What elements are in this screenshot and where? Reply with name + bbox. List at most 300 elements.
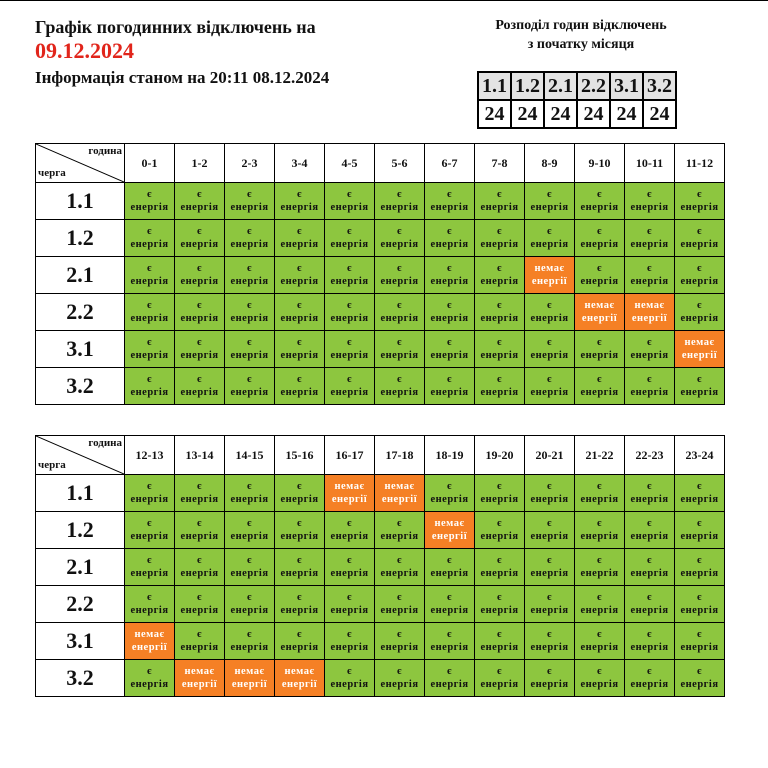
power-cell <box>375 549 425 586</box>
power-cell <box>425 549 475 586</box>
status-line2: енергія <box>180 387 219 398</box>
status-line2: енергія <box>430 387 469 398</box>
status-line2: енергія <box>480 531 519 542</box>
status-line2: енергія <box>330 387 369 398</box>
power-cell <box>425 475 475 512</box>
status-line1: є <box>246 481 253 492</box>
status-line2: енергія <box>130 387 169 398</box>
power-cell <box>675 257 725 294</box>
status-line1: є <box>496 263 503 274</box>
status-line2: енергія <box>430 202 469 213</box>
status-line2: енергія <box>680 239 719 250</box>
status-line2: енергія <box>630 239 669 250</box>
status-line1: є <box>346 555 353 566</box>
status-line2: енергія <box>130 568 169 579</box>
status-line1: є <box>546 481 553 492</box>
hour-header: 15-16 <box>275 436 325 475</box>
schedule-date: 09.12.2024 <box>35 38 134 63</box>
status-line2: енергія <box>480 239 519 250</box>
status-line2: енергія <box>530 350 569 361</box>
status-line1: є <box>646 189 653 200</box>
hour-header: 8-9 <box>525 144 575 183</box>
status-line1: є <box>546 300 553 311</box>
outage-cell <box>425 512 475 549</box>
status-line1: немає <box>434 518 465 529</box>
status-line1: є <box>446 374 453 385</box>
status-line1: є <box>446 300 453 311</box>
status-line1: є <box>296 300 303 311</box>
status-line2: енергія <box>480 350 519 361</box>
distribution-title-line1: Розподіл годин відключень <box>495 18 667 33</box>
status-line2: енергія <box>280 605 319 616</box>
power-cell <box>225 475 275 512</box>
status-line1: є <box>396 592 403 603</box>
power-cell <box>175 512 225 549</box>
status-line2: енергія <box>280 494 319 505</box>
status-line1: є <box>646 337 653 348</box>
power-cell <box>675 475 725 512</box>
outage-cell <box>175 660 225 697</box>
power-cell <box>525 368 575 405</box>
power-cell <box>275 586 325 623</box>
status-line2: енергія <box>680 494 719 505</box>
outage-cell <box>375 475 425 512</box>
status-line1: є <box>196 555 203 566</box>
status-line2: енергія <box>230 605 269 616</box>
status-line2: енергія <box>530 239 569 250</box>
status-line2: енергія <box>530 679 569 690</box>
status-line1: є <box>696 263 703 274</box>
status-line2: енергія <box>430 313 469 324</box>
status-line1: є <box>396 374 403 385</box>
queue-row <box>36 368 725 405</box>
power-cell <box>525 512 575 549</box>
power-cell <box>425 368 475 405</box>
status-line2: енергія <box>680 605 719 616</box>
hour-header: 19-20 <box>475 436 525 475</box>
status-line2: енергія <box>130 494 169 505</box>
header-row <box>36 144 725 183</box>
status-line2: енергія <box>680 276 719 287</box>
distribution-hours-row <box>478 100 676 128</box>
status-line2: енергія <box>280 568 319 579</box>
power-cell <box>325 368 375 405</box>
outage-cell <box>675 331 725 368</box>
status-line2: енергія <box>330 531 369 542</box>
status-line2: енергія <box>580 679 619 690</box>
distribution-queue: 1.1 <box>478 72 511 100</box>
status-line1: немає <box>234 666 265 677</box>
power-cell <box>625 220 675 257</box>
status-line2: енергія <box>280 202 319 213</box>
status-line2: енергія <box>580 239 619 250</box>
status-line1: є <box>496 555 503 566</box>
status-line2: енергія <box>280 642 319 653</box>
power-cell <box>125 660 175 697</box>
status-line1: є <box>696 666 703 677</box>
header-row <box>36 436 725 475</box>
power-cell <box>475 294 525 331</box>
status-line2: енергія <box>280 239 319 250</box>
queue-row <box>36 549 725 586</box>
status-line2: енергія <box>230 494 269 505</box>
status-line1: є <box>396 300 403 311</box>
queue-label: 1.1 <box>36 183 125 220</box>
corner-cell <box>36 436 125 475</box>
status-line2: енергія <box>130 531 169 542</box>
power-cell <box>575 623 625 660</box>
power-cell <box>125 220 175 257</box>
power-cell <box>225 331 275 368</box>
status-line1: є <box>246 592 253 603</box>
power-cell <box>675 368 725 405</box>
status-line1: є <box>296 481 303 492</box>
power-cell <box>575 660 625 697</box>
power-cell <box>125 331 175 368</box>
power-cell <box>375 623 425 660</box>
hour-header: 0-1 <box>125 144 175 183</box>
power-cell <box>225 294 275 331</box>
status-line2: енергія <box>480 313 519 324</box>
hour-header: 9-10 <box>575 144 625 183</box>
power-cell <box>525 549 575 586</box>
status-line1: є <box>496 374 503 385</box>
power-cell <box>575 331 625 368</box>
status-line1: є <box>146 374 153 385</box>
queue-row <box>36 475 725 512</box>
status-line1: є <box>546 666 553 677</box>
power-cell <box>175 183 225 220</box>
status-line2: енергія <box>430 679 469 690</box>
status-line2: енергія <box>380 276 419 287</box>
status-line1: є <box>446 666 453 677</box>
status-line2: енергія <box>380 642 419 653</box>
status-line2: енергія <box>480 387 519 398</box>
status-line1: є <box>146 263 153 274</box>
status-line2: енергія <box>230 642 269 653</box>
power-cell <box>375 294 425 331</box>
power-cell <box>625 623 675 660</box>
power-cell <box>225 623 275 660</box>
status-line2: енергія <box>380 568 419 579</box>
power-cell <box>375 331 425 368</box>
status-line2: енергія <box>580 387 619 398</box>
power-cell <box>525 294 575 331</box>
status-line2: енергія <box>430 605 469 616</box>
hour-header: 18-19 <box>425 436 475 475</box>
status-line2: енергія <box>480 276 519 287</box>
status-line1: є <box>246 337 253 348</box>
status-line2: енергія <box>630 679 669 690</box>
power-cell <box>175 623 225 660</box>
power-cell <box>275 549 325 586</box>
outage-cell <box>575 294 625 331</box>
power-cell <box>625 331 675 368</box>
power-cell <box>275 475 325 512</box>
status-line1: немає <box>184 666 215 677</box>
power-cell <box>625 257 675 294</box>
power-cell <box>325 623 375 660</box>
distribution-queue-row <box>478 72 676 100</box>
status-line1: є <box>396 555 403 566</box>
status-line2: енергія <box>630 202 669 213</box>
status-line1: є <box>646 629 653 640</box>
status-line1: є <box>646 555 653 566</box>
queue-label: 1.1 <box>36 475 125 512</box>
status-line1: є <box>446 263 453 274</box>
status-line1: є <box>496 300 503 311</box>
power-cell <box>325 586 375 623</box>
status-line2: енергія <box>580 531 619 542</box>
hour-header: 5-6 <box>375 144 425 183</box>
status-line1: є <box>396 226 403 237</box>
status-line1: є <box>296 555 303 566</box>
outage-cell <box>325 475 375 512</box>
status-line1: є <box>346 189 353 200</box>
power-cell <box>225 183 275 220</box>
distribution-title-line2: з початку місяця <box>527 37 635 52</box>
status-line2: енергія <box>680 531 719 542</box>
page-title: Графік погодинних відключень на <box>35 17 316 37</box>
status-line2: енергія <box>130 276 169 287</box>
status-line1: є <box>196 629 203 640</box>
status-line1: є <box>696 629 703 640</box>
schedule-table-evening <box>35 435 725 697</box>
hour-header: 16-17 <box>325 436 375 475</box>
status-line2: енергія <box>180 239 219 250</box>
status-line1: є <box>246 629 253 640</box>
title-block <box>35 16 329 89</box>
power-cell <box>425 623 475 660</box>
status-line2: енергія <box>280 531 319 542</box>
status-line2: енергія <box>230 531 269 542</box>
status-line1: є <box>596 263 603 274</box>
queue-row <box>36 183 725 220</box>
status-line1: є <box>196 189 203 200</box>
outage-cell <box>525 257 575 294</box>
status-line2: енергія <box>530 494 569 505</box>
status-line2: енергія <box>130 605 169 616</box>
status-line2: енергія <box>580 568 619 579</box>
distribution-queue: 2.1 <box>544 72 577 100</box>
status-line1: є <box>596 374 603 385</box>
power-cell <box>175 368 225 405</box>
status-line2: енергії <box>231 679 268 690</box>
queue-row <box>36 660 725 697</box>
status-line2: енергії <box>531 276 568 287</box>
status-line2: енергія <box>180 202 219 213</box>
status-line2: енергія <box>180 276 219 287</box>
power-cell <box>475 549 525 586</box>
status-line2: енергії <box>581 313 618 324</box>
power-cell <box>225 257 275 294</box>
distribution-hours: 24 <box>544 100 577 128</box>
status-line1: є <box>346 518 353 529</box>
status-line2: енергії <box>331 494 368 505</box>
status-line1: є <box>346 300 353 311</box>
status-line2: енергія <box>230 350 269 361</box>
status-line1: є <box>196 481 203 492</box>
status-line1: є <box>646 518 653 529</box>
status-line2: енергія <box>480 679 519 690</box>
power-cell <box>625 586 675 623</box>
status-line1: є <box>396 189 403 200</box>
status-line2: енергія <box>680 313 719 324</box>
status-line1: є <box>246 226 253 237</box>
power-cell <box>425 586 475 623</box>
power-cell <box>225 368 275 405</box>
power-cell <box>425 183 475 220</box>
status-line2: енергія <box>180 568 219 579</box>
status-line1: немає <box>284 666 315 677</box>
status-line1: є <box>196 263 203 274</box>
status-line1: є <box>246 374 253 385</box>
status-line2: енергія <box>580 642 619 653</box>
power-cell <box>275 331 325 368</box>
status-line2: енергія <box>680 387 719 398</box>
status-line1: є <box>646 226 653 237</box>
status-line1: є <box>346 374 353 385</box>
hour-header: 23-24 <box>675 436 725 475</box>
status-line2: енергія <box>480 202 519 213</box>
status-line2: енергія <box>280 313 319 324</box>
queue-label: 3.1 <box>36 331 125 368</box>
status-line1: є <box>546 518 553 529</box>
power-cell <box>675 660 725 697</box>
status-line1: є <box>596 518 603 529</box>
hour-header: 12-13 <box>125 436 175 475</box>
status-line1: є <box>296 629 303 640</box>
power-cell <box>425 220 475 257</box>
queue-label: 3.2 <box>36 660 125 697</box>
status-line2: енергії <box>431 531 468 542</box>
power-cell <box>225 512 275 549</box>
status-line1: є <box>446 226 453 237</box>
status-line2: енергія <box>630 605 669 616</box>
hour-header: 22-23 <box>625 436 675 475</box>
status-line2: енергія <box>580 276 619 287</box>
status-line1: є <box>146 300 153 311</box>
status-line1: є <box>246 263 253 274</box>
power-cell <box>625 183 675 220</box>
status-line1: є <box>446 592 453 603</box>
distribution-queue: 3.2 <box>643 72 676 100</box>
queue-row <box>36 257 725 294</box>
status-line2: енергія <box>680 642 719 653</box>
status-line2: енергія <box>380 350 419 361</box>
power-cell <box>675 549 725 586</box>
power-cell <box>475 368 525 405</box>
info-timestamp: Інформація станом на 20:11 08.12.2024 <box>35 68 330 87</box>
power-cell <box>325 183 375 220</box>
status-line1: є <box>196 518 203 529</box>
hour-header: 20-21 <box>525 436 575 475</box>
status-line1: є <box>346 592 353 603</box>
status-line2: енергія <box>230 276 269 287</box>
status-line1: є <box>646 263 653 274</box>
status-line1: є <box>596 481 603 492</box>
status-line2: енергія <box>130 350 169 361</box>
status-line1: є <box>146 666 153 677</box>
status-line1: є <box>146 555 153 566</box>
status-line2: енергія <box>380 679 419 690</box>
power-cell <box>625 660 675 697</box>
status-line2: енергія <box>130 239 169 250</box>
status-line2: енергія <box>130 679 169 690</box>
power-cell <box>225 220 275 257</box>
status-line2: енергія <box>530 313 569 324</box>
status-line2: енергія <box>380 202 419 213</box>
distribution-hours: 24 <box>610 100 643 128</box>
power-cell <box>175 220 225 257</box>
power-cell <box>125 512 175 549</box>
status-line2: енергії <box>131 642 168 653</box>
power-cell <box>475 512 525 549</box>
status-line2: енергії <box>381 494 418 505</box>
status-line2: енергія <box>330 605 369 616</box>
status-line2: енергії <box>181 679 218 690</box>
corner-label-queue: черга <box>38 459 66 471</box>
power-cell <box>475 257 525 294</box>
status-line2: енергія <box>330 276 369 287</box>
status-line1: є <box>596 592 603 603</box>
status-line2: енергія <box>180 642 219 653</box>
status-line2: енергія <box>230 568 269 579</box>
power-cell <box>375 220 425 257</box>
power-cell <box>275 294 325 331</box>
status-line1: немає <box>634 300 665 311</box>
power-cell <box>525 586 575 623</box>
queue-label: 3.2 <box>36 368 125 405</box>
queue-row <box>36 294 725 331</box>
status-line2: енергія <box>430 494 469 505</box>
status-line1: є <box>496 481 503 492</box>
hour-header: 21-22 <box>575 436 625 475</box>
status-line1: є <box>646 374 653 385</box>
status-line2: енергія <box>630 494 669 505</box>
hour-header: 17-18 <box>375 436 425 475</box>
power-cell <box>175 331 225 368</box>
status-line1: є <box>196 592 203 603</box>
status-line1: є <box>196 374 203 385</box>
status-line1: немає <box>684 337 715 348</box>
status-line1: є <box>346 666 353 677</box>
status-line2: енергії <box>281 679 318 690</box>
queue-label: 3.1 <box>36 623 125 660</box>
status-line2: енергія <box>680 568 719 579</box>
status-line1: є <box>596 337 603 348</box>
status-line1: є <box>646 666 653 677</box>
hour-header: 10-11 <box>625 144 675 183</box>
status-line1: є <box>146 481 153 492</box>
status-line1: є <box>396 337 403 348</box>
power-cell <box>575 549 625 586</box>
status-line2: енергії <box>681 350 718 361</box>
status-line1: є <box>596 666 603 677</box>
status-line1: є <box>646 481 653 492</box>
status-line2: енергія <box>330 642 369 653</box>
power-cell <box>325 294 375 331</box>
status-line1: є <box>146 226 153 237</box>
status-line2: енергія <box>580 494 619 505</box>
power-cell <box>125 586 175 623</box>
power-cell <box>375 257 425 294</box>
hour-header: 7-8 <box>475 144 525 183</box>
power-cell <box>325 331 375 368</box>
status-line1: є <box>246 518 253 529</box>
hour-header: 11-12 <box>675 144 725 183</box>
status-line1: немає <box>334 481 365 492</box>
